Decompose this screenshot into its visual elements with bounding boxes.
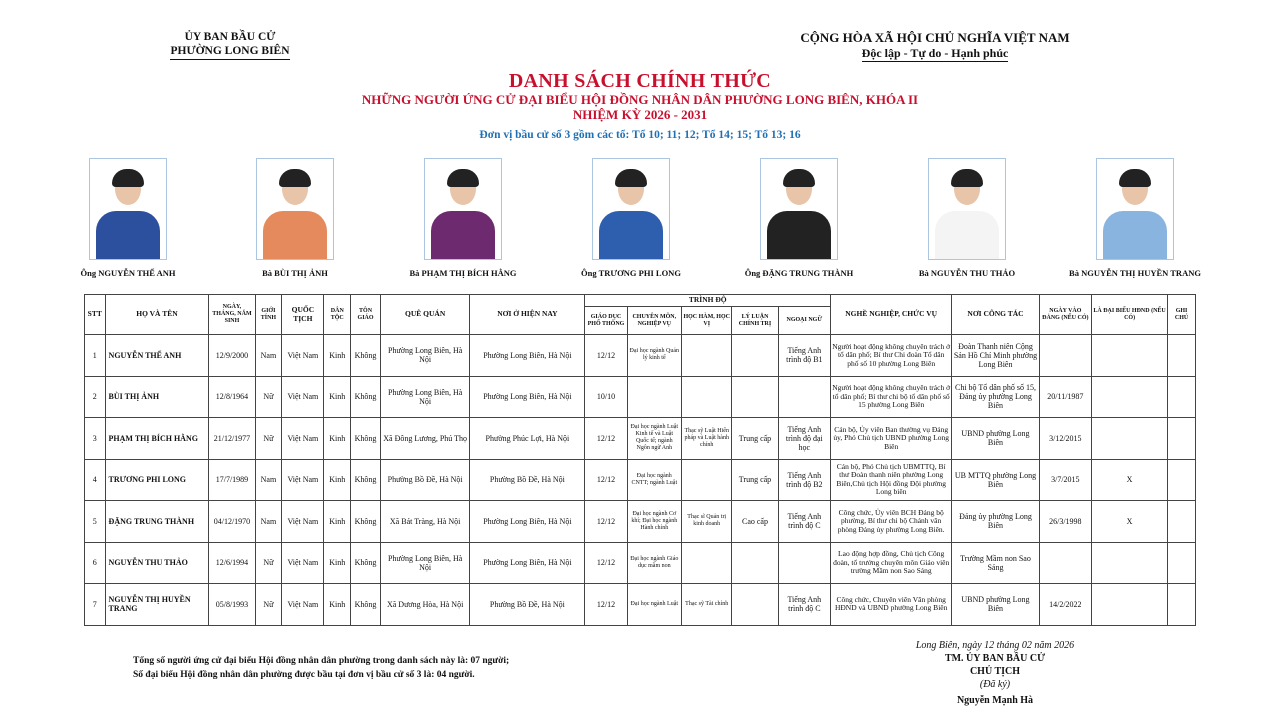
cell-workplace: Đảng ủy phường Long Biên [952, 501, 1039, 543]
cell-stt: 1 [85, 335, 106, 377]
cell-general-edu: 12/12 [585, 584, 627, 626]
cell-nationality: Việt Nam [282, 335, 324, 377]
cell-residence: Phường Long Biên, Hà Nội [470, 335, 585, 377]
cell-workplace: UB MTTQ phường Long Biên [952, 459, 1039, 501]
cell-politics: Cao cấp [732, 501, 778, 543]
col-ethnicity: DÂN TỘC [324, 295, 351, 335]
cell-degree [682, 542, 732, 584]
cell-name: BÙI THỊ ẢNH [105, 376, 209, 418]
candidate-card [378, 158, 548, 278]
col-gender: GIỚI TÍNH [255, 295, 282, 335]
cell-general-edu: 12/12 [585, 335, 627, 377]
candidate-photo [1096, 158, 1174, 260]
cell-dob: 04/12/1970 [209, 501, 255, 543]
summary-total: Tổng số người ứng cử đại biểu Hội đồng nhân dân phường trong danh sách này là: 07 người; [133, 656, 510, 666]
cell-specialty: Đại học ngành Quản lý kinh tế [627, 335, 681, 377]
cell-job: Người hoạt động không chuyên trách ở tổ dân phố; Bí thư Chi đoàn Tổ dân phố số 10 phường Long Biên [831, 335, 952, 377]
table-body [85, 335, 1196, 626]
cell-residence: Phường Bồ Đề, Hà Nội [470, 459, 585, 501]
cell-hometown: Phường Bồ Đề, Hà Nội [380, 459, 469, 501]
cell-general-edu: 12/12 [585, 542, 627, 584]
summary-notes [133, 654, 509, 682]
cell-hometown: Xã Bát Tràng, Hà Nội [380, 501, 469, 543]
cell-politics [732, 376, 778, 418]
cell-note [1168, 335, 1196, 377]
sign-org: TM. ỦY BAN BẦU CỬ [944, 653, 1046, 664]
cell-ethnicity: Kinh [324, 501, 351, 543]
cell-note [1168, 376, 1196, 418]
title-sub: NHỮNG NGƯỜI ỨNG CỬ ĐẠI BIỂU HỘI ĐỒNG NHÂN DÂN PHƯỜNG LONG BIÊN, KHÓA II [361, 92, 919, 107]
candidate-caption: Ông TRƯƠNG PHI LONG [581, 268, 681, 278]
document-title [0, 70, 1280, 141]
cell-delegate: X [1092, 501, 1168, 543]
cell-name: PHẠM THỊ BÍCH HẰNG [105, 418, 209, 460]
cell-delegate [1092, 376, 1168, 418]
cell-language: Tiếng Anh trình độ B1 [778, 335, 830, 377]
cell-workplace: Đoàn Thanh niên Cộng Sản Hồ Chí Minh phường Long Biên [952, 335, 1039, 377]
cell-specialty: Đại học ngành Luật Kinh tế và Luật Quốc tế; ngành Ngôn ngữ Anh [627, 418, 681, 460]
cell-language: Tiếng Anh trình độ C [778, 501, 830, 543]
table-row [85, 501, 1196, 543]
cell-dob: 12/6/1994 [209, 542, 255, 584]
col-delegate: LÀ ĐẠI BIỂU HĐND (NẾU CÓ) [1092, 295, 1168, 335]
cell-stt: 4 [85, 459, 106, 501]
cell-ethnicity: Kinh [324, 335, 351, 377]
col-note: GHI CHÚ [1168, 295, 1196, 335]
cell-party-date [1039, 335, 1091, 377]
cell-stt: 7 [85, 584, 106, 626]
cell-ethnicity: Kinh [324, 584, 351, 626]
cell-note [1168, 584, 1196, 626]
candidate-photo [424, 158, 502, 260]
col-workplace: NƠI CÔNG TÁC [952, 295, 1039, 335]
signature-block [880, 639, 1110, 707]
cell-nationality: Việt Nam [282, 542, 324, 584]
cell-residence: Phường Long Biên, Hà Nội [470, 376, 585, 418]
cell-politics: Trung cấp [732, 418, 778, 460]
cell-degree: Thạc sỹ Tài chính [682, 584, 732, 626]
cell-general-edu: 12/12 [585, 501, 627, 543]
cell-hometown: Xã Đông Lương, Phú Thọ [380, 418, 469, 460]
candidate-caption: Ông NGUYỄN THẾ ANH [80, 268, 176, 278]
cell-dob: 17/7/1989 [209, 459, 255, 501]
cell-stt: 3 [85, 418, 106, 460]
cell-note [1168, 459, 1196, 501]
cell-note [1168, 501, 1196, 543]
cell-gender: Nữ [255, 584, 282, 626]
candidate-card [43, 158, 213, 278]
cell-religion: Không [351, 584, 381, 626]
table-row [85, 459, 1196, 501]
cell-language: Tiếng Anh trình độ đại học [778, 418, 830, 460]
candidate-photo [928, 158, 1006, 260]
candidate-caption: Ông ĐẶNG TRUNG THÀNH [744, 268, 854, 278]
cell-gender: Nữ [255, 542, 282, 584]
cell-hometown: Phường Long Biên, Hà Nội [380, 335, 469, 377]
issuer-line-2: PHƯỜNG LONG BIÊN [170, 44, 289, 60]
cell-delegate [1092, 335, 1168, 377]
cell-party-date: 20/11/1987 [1039, 376, 1091, 418]
candidate-photo [592, 158, 670, 260]
title-term: NHIỆM KỲ 2026 - 2031 [572, 107, 708, 122]
sign-position: CHỦ TỊCH [969, 666, 1021, 677]
cell-specialty [627, 376, 681, 418]
col-name: HỌ VÀ TÊN [105, 295, 209, 335]
col-job: NGHỀ NGHIỆP, CHỨC VỤ [831, 295, 952, 335]
candidate-photo [256, 158, 334, 260]
cell-job: Công chức, Ủy viên BCH Đảng bộ phường, Bí thư chi bộ Chánh văn phòng Đảng ủy phường Long Biên. [831, 501, 952, 543]
cell-politics [732, 335, 778, 377]
cell-job: Công chức, Chuyên viên Văn phòng HĐND và UBND phường Long Biên [831, 584, 952, 626]
summary-seats: Số đại biểu Hội đồng nhân dân phường được bầu tại đơn vị bầu cử số 3 là: 04 người. [133, 670, 475, 680]
candidate-caption: Bà NGUYỄN THU THẢO [918, 268, 1016, 278]
table-row [85, 418, 1196, 460]
cell-degree [682, 376, 732, 418]
cell-degree [682, 335, 732, 377]
cell-gender: Nam [255, 501, 282, 543]
candidate-photos [0, 158, 1280, 283]
cell-hometown: Phường Long Biên, Hà Nội [380, 376, 469, 418]
cell-general-edu: 10/10 [585, 376, 627, 418]
national-motto [760, 30, 1110, 62]
candidate-caption: Bà BÙI THỊ ẢNH [262, 268, 328, 278]
cell-ethnicity: Kinh [324, 376, 351, 418]
candidate-photo [760, 158, 838, 260]
cell-job: Người hoạt động không chuyên trách ở tổ dân phố; Bí thư chi bộ tổ dân phố số 15 phường Long Biên [831, 376, 952, 418]
candidate-card [546, 158, 716, 278]
cell-name: NGUYỄN THU THẢO [105, 542, 209, 584]
cell-politics [732, 584, 778, 626]
col-residence: NƠI Ở HIỆN NAY [470, 295, 585, 335]
col-hometown: QUÊ QUÁN [380, 295, 469, 335]
cell-language [778, 376, 830, 418]
candidate-card [210, 158, 380, 278]
cell-dob: 21/12/1977 [209, 418, 255, 460]
cell-gender: Nữ [255, 376, 282, 418]
table-row [85, 584, 1196, 626]
cell-general-edu: 12/12 [585, 418, 627, 460]
cell-religion: Không [351, 376, 381, 418]
cell-name: ĐẶNG TRUNG THÀNH [105, 501, 209, 543]
candidate-table [84, 294, 1196, 626]
cell-gender: Nam [255, 335, 282, 377]
cell-religion: Không [351, 542, 381, 584]
table-row [85, 542, 1196, 584]
cell-degree [682, 459, 732, 501]
cell-workplace: UBND phường Long Biên [952, 584, 1039, 626]
cell-nationality: Việt Nam [282, 584, 324, 626]
cell-party-date [1039, 542, 1091, 584]
cell-job: Cán bộ, Ủy viên Ban thường vụ Đảng ủy, Phó Chủ tịch UBND phường Long Biên [831, 418, 952, 460]
signed-note: (Đã ký) [979, 679, 1011, 690]
candidate-caption: Bà PHẠM THỊ BÍCH HẰNG [409, 268, 517, 278]
cell-hometown: Phường Long Biên, Hà Nội [380, 542, 469, 584]
cell-gender: Nam [255, 459, 282, 501]
col-specialty: CHUYÊN MÔN, NGHIỆP VỤ [627, 307, 681, 335]
cell-ethnicity: Kinh [324, 542, 351, 584]
cell-politics [732, 542, 778, 584]
cell-language [778, 542, 830, 584]
col-general-edu: GIÁO DỤC PHỔ THÔNG [585, 307, 627, 335]
table-row [85, 335, 1196, 377]
table-row [85, 376, 1196, 418]
cell-dob: 05/8/1993 [209, 584, 255, 626]
cell-language: Tiếng Anh trình độ C [778, 584, 830, 626]
cell-specialty: Đại học ngành Luật [627, 584, 681, 626]
col-degree: HỌC HÀM, HỌC VỊ [682, 307, 732, 335]
candidate-card [1050, 158, 1220, 278]
cell-general-edu: 12/12 [585, 459, 627, 501]
cell-religion: Không [351, 501, 381, 543]
cell-specialty: Đại học ngành Giáo dục mầm non [627, 542, 681, 584]
cell-party-date: 14/2/2022 [1039, 584, 1091, 626]
cell-degree: Thạc sĩ Quản trị kinh doanh [682, 501, 732, 543]
cell-party-date: 3/12/2015 [1039, 418, 1091, 460]
cell-language: Tiếng Anh trình độ B2 [778, 459, 830, 501]
cell-job: Cán bộ, Phó Chủ tịch UBMTTQ, Bí thư Đoàn thanh niên phường Long Biên,Chủ tịch Hội đồng Đội phường Long biên [831, 459, 952, 501]
cell-specialty: Đại học ngành Cơ khí; Đại học ngành Hành chính [627, 501, 681, 543]
cell-workplace: Trường Mầm non Sao Sáng [952, 542, 1039, 584]
cell-religion: Không [351, 418, 381, 460]
cell-delegate: X [1092, 459, 1168, 501]
col-group-level: TRÌNH ĐỘ [585, 295, 831, 307]
cell-ethnicity: Kinh [324, 459, 351, 501]
cell-name: NGUYỄN THỊ HUYỀN TRANG [105, 584, 209, 626]
candidate-card [714, 158, 884, 278]
cell-name: NGUYỄN THẾ ANH [105, 335, 209, 377]
cell-residence: Phường Bồ Đề, Hà Nội [470, 584, 585, 626]
col-religion: TÔN GIÁO [351, 295, 381, 335]
cell-stt: 5 [85, 501, 106, 543]
candidate-caption: Bà NGUYỄN THỊ HUYỀN TRANG [1069, 268, 1201, 278]
sign-date: Long Biên, ngày 12 tháng 02 năm 2026 [915, 640, 1075, 651]
cell-dob: 12/8/1964 [209, 376, 255, 418]
cell-ethnicity: Kinh [324, 418, 351, 460]
cell-nationality: Việt Nam [282, 501, 324, 543]
cell-gender: Nữ [255, 418, 282, 460]
col-nationality: QUỐC TỊCH [282, 295, 324, 335]
motto: Độc lập - Tự do - Hạnh phúc [861, 46, 1009, 60]
cell-specialty: Đại học ngành CNTT; ngành Luật [627, 459, 681, 501]
candidate-card [882, 158, 1052, 278]
cell-residence: Phường Long Biên, Hà Nội [470, 501, 585, 543]
cell-note [1168, 542, 1196, 584]
issuer-line-1: ỦY BAN BẦU CỬ [184, 31, 276, 43]
issuer-block [120, 30, 340, 60]
cell-stt: 6 [85, 542, 106, 584]
cell-degree: Thạc sỹ Luật Hiến pháp và Luật hành chính [682, 418, 732, 460]
cell-stt: 2 [85, 376, 106, 418]
cell-nationality: Việt Nam [282, 459, 324, 501]
cell-party-date: 26/3/1998 [1039, 501, 1091, 543]
title-main: DANH SÁCH CHÍNH THỨC [508, 70, 772, 92]
cell-name: TRƯƠNG PHI LONG [105, 459, 209, 501]
cell-residence: Phường Long Biên, Hà Nội [470, 542, 585, 584]
cell-politics: Trung cấp [732, 459, 778, 501]
candidate-photo [89, 158, 167, 260]
cell-nationality: Việt Nam [282, 376, 324, 418]
country-name: CỘNG HÒA XÃ HỘI CHỦ NGHĨA VIỆT NAM [800, 30, 1070, 45]
election-unit: Đơn vị bầu cử số 3 gồm các tổ: Tổ 10; 11; 12; Tổ 14; 15; Tổ 13; 16 [479, 129, 801, 141]
cell-residence: Phường Phúc Lợi, Hà Nội [470, 418, 585, 460]
cell-hometown: Xã Dương Hòa, Hà Nội [380, 584, 469, 626]
signer-name: Nguyễn Mạnh Hà [956, 695, 1034, 706]
col-party-date: NGÀY VÀO ĐẢNG (NẾU CÓ) [1039, 295, 1091, 335]
cell-party-date: 3/7/2015 [1039, 459, 1091, 501]
cell-delegate [1092, 542, 1168, 584]
cell-dob: 12/9/2000 [209, 335, 255, 377]
col-stt: STT [85, 295, 106, 335]
cell-workplace: Chi bộ Tổ dân phố số 15, Đảng ủy phường Long Biên [952, 376, 1039, 418]
cell-nationality: Việt Nam [282, 418, 324, 460]
cell-note [1168, 418, 1196, 460]
col-language: NGOẠI NGỮ [778, 307, 830, 335]
col-dob: NGÀY, THÁNG, NĂM SINH [209, 295, 255, 335]
cell-religion: Không [351, 459, 381, 501]
cell-delegate [1092, 584, 1168, 626]
cell-workplace: UBND phường Long Biên [952, 418, 1039, 460]
cell-religion: Không [351, 335, 381, 377]
col-politics: LÝ LUẬN CHÍNH TRỊ [732, 307, 778, 335]
cell-job: Lao động hợp đồng, Chủ tịch Công đoàn, tổ trưởng chuyên môn Giáo viên trường Mầm non Sao Sáng [831, 542, 952, 584]
cell-delegate [1092, 418, 1168, 460]
